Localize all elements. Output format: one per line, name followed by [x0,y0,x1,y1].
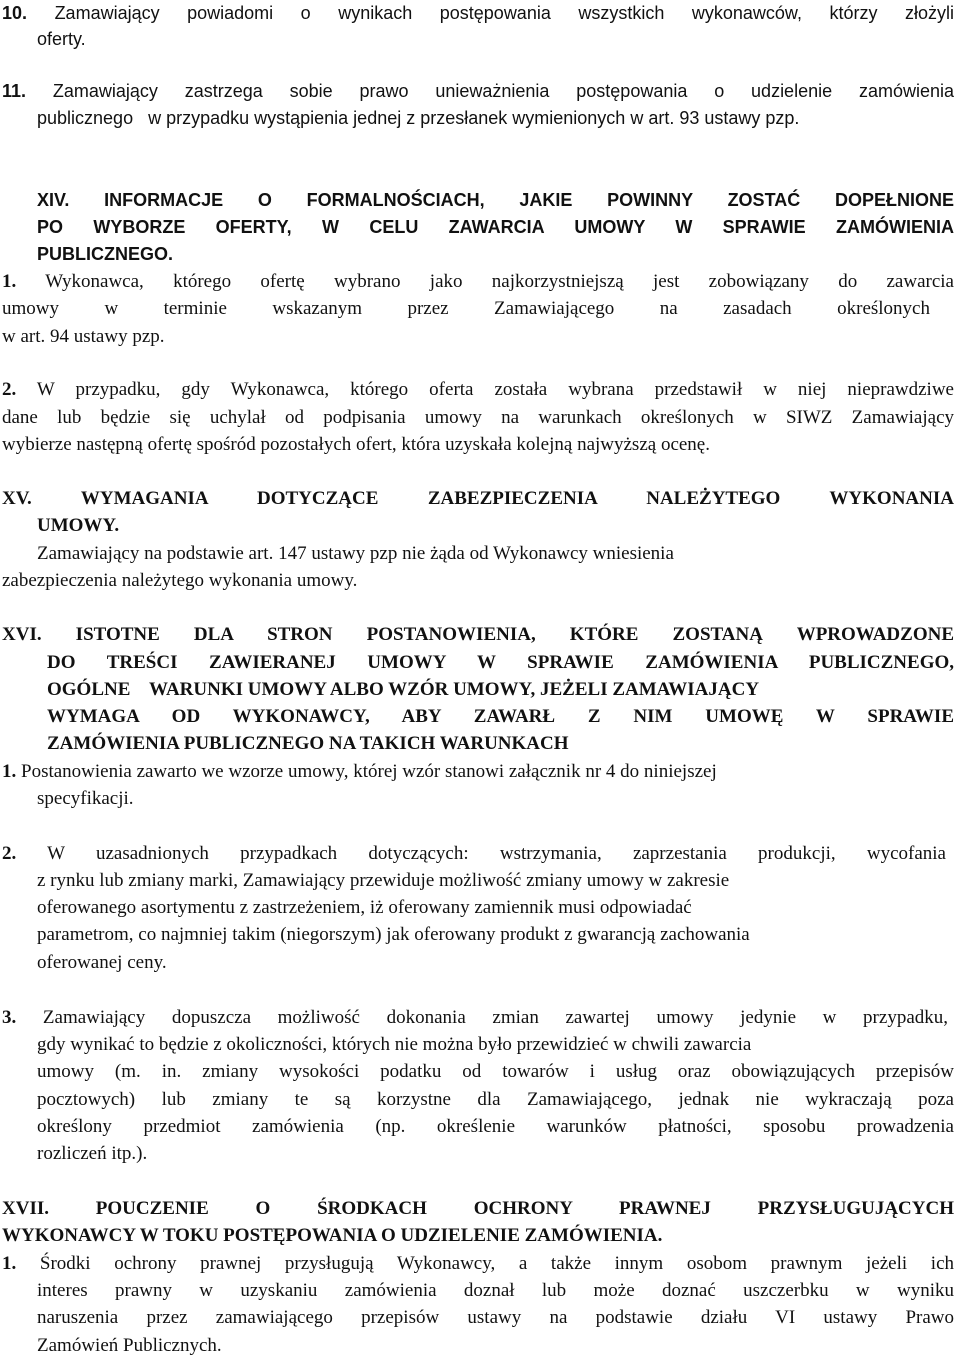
paragraph-text: Zamawiający zastrzega sobie prawo unieważnienia postępowania o udzielenie zamówienia [52,81,954,101]
section-16-item-3-line-1 [2,1005,948,1031]
section-14-item-1-line-3: w art. 94 ustawy pzp. [2,326,165,347]
item-number: 1. [2,271,17,292]
section-14-item-2-line-2: dane lub będzie się uchylał od podpisania umowy na warunkach określonych w SIWZ Zamawiający [2,407,954,428]
paragraph-10-line-2: oferty. [37,29,86,49]
section-17-heading-line-2: WYKONAWCY W TOKU POSTĘPOWANIA O UDZIELENIE ZAMÓWIENIA. [2,1225,663,1246]
section-14-heading-line-2: PO WYBORZE OFERTY, W CELU ZAWARCIA UMOWY W SPRAWIE ZAMÓWIENIA [37,217,954,237]
item-number: 3. [2,1007,17,1028]
item-text: Wykonawca, którego ofertę wybrano jako najkorzystniejszą jest zobowiązany do zawarcia [45,271,954,292]
section-16-item-2-line-4: parametrom, co najmniej takim (niegorszym) jak oferowany produkt z gwarancją zachowania [37,924,750,945]
section-14-item-1-line-2: umowy w terminie wskazanym przez Zamawiającego na zasadach określonych [2,298,930,319]
section-16-heading-line-1: XVI. ISTOTNE DLA STRON POSTANOWIENIA, KTÓRE ZOSTANĄ WPROWADZONE [2,624,954,645]
section-17-item-1-line-1 [2,1251,954,1277]
section-16-item-3-line-4: pocztowych) lub zmiany te są korzystne dla Zamawiającego, jednak nie wykraczają poza [37,1089,954,1110]
item-number: 2. [2,843,17,864]
paragraph-text: Zamawiający powiadomi o wynikach postępowania wszystkich wykonawców, którzy złożyli [54,3,954,23]
item-number: 1. [2,1253,17,1274]
section-16-item-2-line-5: oferowanej ceny. [37,952,167,973]
item-text: Środki ochrony prawnej przysługują Wykonawcy, a także innym osobom prawnym jeżeli ich [39,1253,954,1274]
section-16-heading-line-5: ZAMÓWIENIA PUBLICZNEGO NA TAKICH WARUNKACH [47,733,569,754]
item-text: Zamawiający dopuszcza możliwość dokonania zmian zawartej umowy jedynie w przypadku, [42,1007,948,1028]
section-15-heading-line-2: UMOWY. [37,515,120,536]
section-16-item-1-line-1 [2,759,952,785]
section-16-item-3-line-5: określony przedmiot zamówienia (np. określenie warunków płatności, sposobu prowadzenia [37,1116,954,1137]
section-16-item-3-line-2: gdy wynikać to będzie z okoliczności, których nie można było przewidzieć w chwili zawarcia [37,1034,752,1055]
section-14-heading-line-1: XIV. INFORMACJE O FORMALNOŚCIACH, JAKIE POWINNY ZOSTAĆ DOPEŁNIONE [37,190,954,210]
section-16-item-2-line-1 [2,841,946,867]
paragraph-11-line-1 [2,78,954,104]
section-14-item-1-line-1 [2,269,954,295]
paragraph-11-line-2: publicznego w przypadku wystąpienia jednej z przesłanek wymienionych w art. 93 ustawy pzp. [37,108,800,128]
section-15-text-line-2: zabezpieczenia należytego wykonania umowy. [2,570,358,591]
section-15-heading-line-1: XV. WYMAGANIA DOTYCZĄCE ZABEZPIECZENIA NALEŻYTEGO WYKONANIA [2,488,954,509]
section-17-item-1-line-3: naruszenia przez zamawiającego przepisów ustawy na podstawie działu VI ustawy Prawo [37,1307,954,1328]
item-text: W uzasadnionych przypadkach dotyczących: wstrzymania, zaprzestania produkcji, wycofania [47,843,946,864]
item-text: W przypadku, gdy Wykonawca, którego oferta została wybrana przedstawił w niej nieprawdziwe [36,379,954,400]
paragraph-number: 11. [2,81,27,101]
section-17-heading-line-1: XVII. POUCZENIE O ŚRODKACH OCHRONY PRAWNEJ PRZYSŁUGUJĄCYCH [2,1198,954,1219]
item-number: 1. [2,761,17,782]
section-16-item-1-line-2: specyfikacji. [37,788,134,809]
paragraph-10-line-1 [2,0,954,26]
section-15-text-line-1: Zamawiający na podstawie art. 147 ustawy pzp nie żąda od Wykonawcy wniesienia [37,543,674,564]
item-number: 2. [2,379,17,400]
section-17-item-1-line-2: interes prawny w uzyskaniu zamówienia doznał lub może doznać uszczerbku w wyniku [37,1280,954,1301]
section-16-item-3-line-6: rozliczeń itp.). [37,1143,148,1164]
section-16-heading-line-2: DO TREŚCI ZAWIERANEJ UMOWY W SPRAWIE ZAMÓWIENIA PUBLICZNEGO, [47,652,954,673]
section-16-item-2-line-3: oferowanego asortymentu z zastrzeżeniem, iż oferowany zamiennik musi odpowiadać [37,897,692,918]
section-16-heading-line-4: WYMAGA OD WYKONAWCY, ABY ZAWARŁ Z NIM UMOWĘ W SPRAWIE [47,706,954,727]
section-17-item-1-line-4: Zamówień Publicznych. [37,1335,222,1356]
item-text: Postanowienia zawarto we wzorze umowy, której wzór stanowi załącznik nr 4 do niniejszej [21,761,717,782]
section-14-item-2-line-3: wybierze następną ofertę spośród pozostałych ofert, która uzyskała kolejną najwyższą ocenę. [2,434,710,455]
section-16-heading-line-3: OGÓLNE WARUNKI UMOWY ALBO WZÓR UMOWY, JEŻELI ZAMAWIAJĄCY [47,679,760,700]
paragraph-number: 10. [2,3,28,23]
section-16-item-3-line-3: umowy (m. in. zmiany wysokości podatku od towarów i usług oraz obowiązujących przepisów [37,1061,954,1082]
section-14-item-2-line-1 [2,377,954,403]
section-16-item-2-line-2: z rynku lub zmiany marki, Zamawiający przewiduje możliwość zmiany umowy w zakresie [37,870,730,891]
section-14-heading-line-3: PUBLICZNEGO. [37,244,174,264]
